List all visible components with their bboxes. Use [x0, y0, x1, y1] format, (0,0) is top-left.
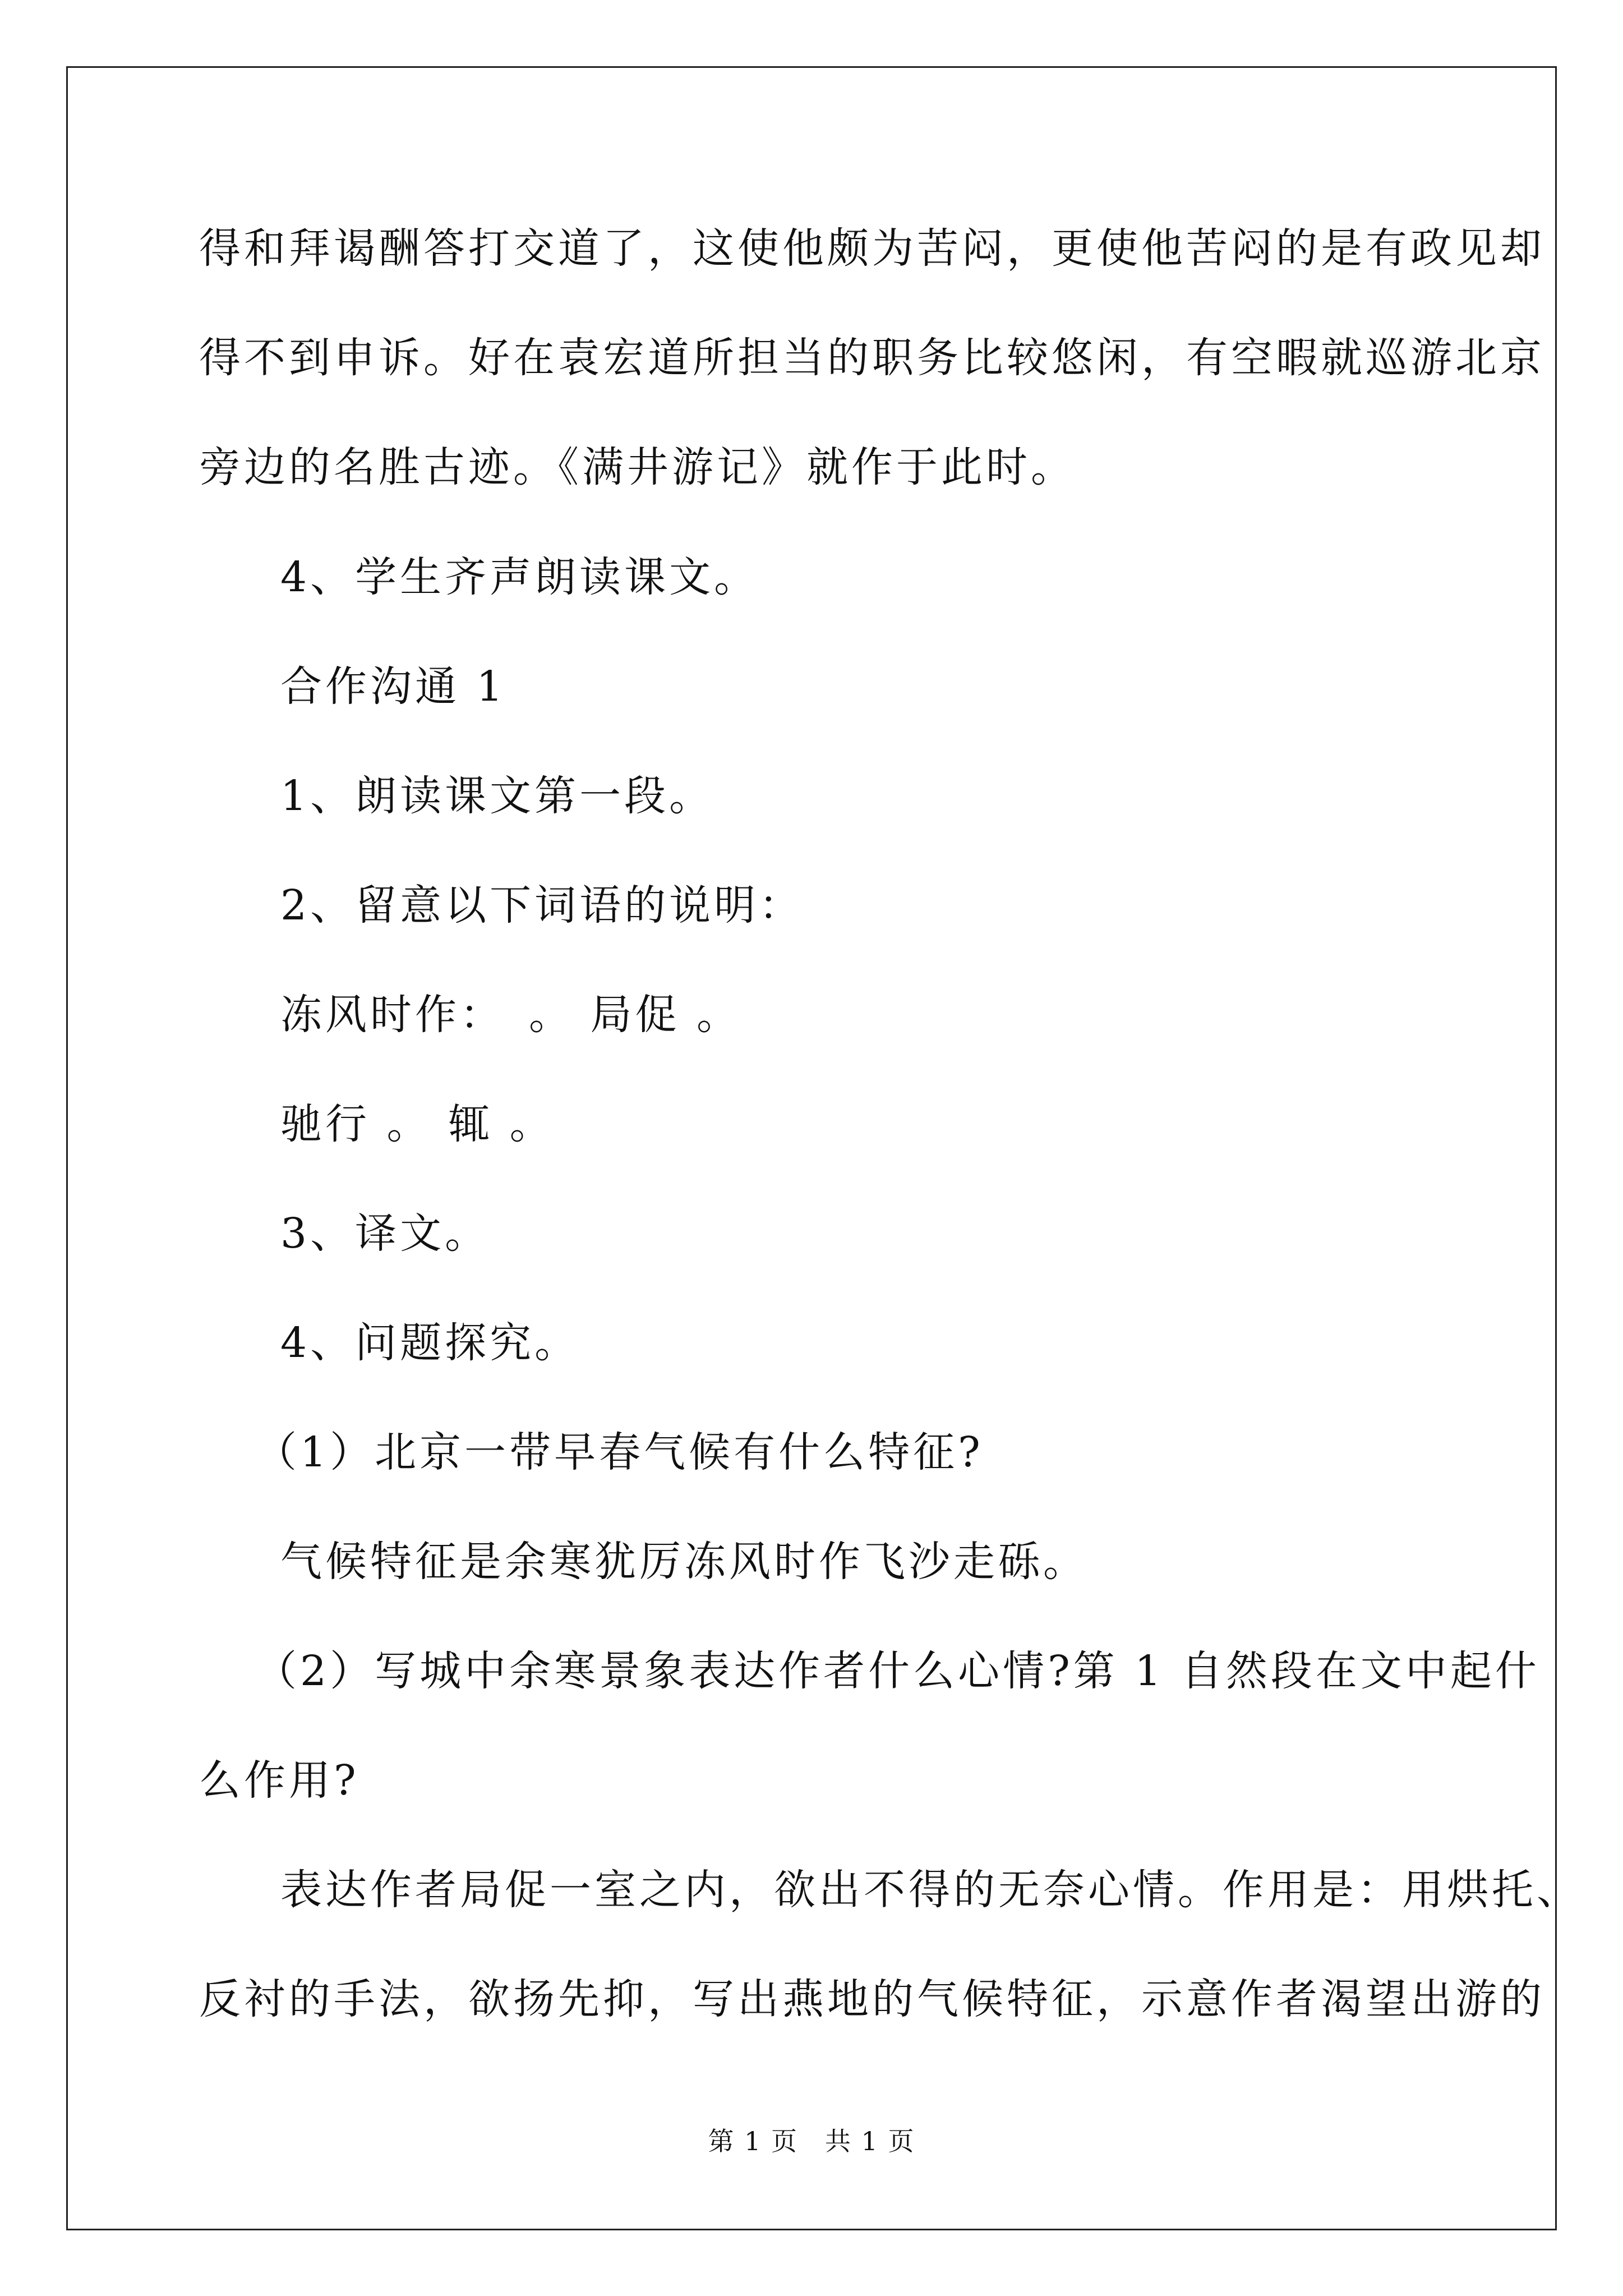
question-line: （2）写城中余寒景象表达作者什么心情?第 1 自然段在文中起什	[255, 1647, 1540, 1695]
text-line: 3、译文。	[280, 1209, 490, 1258]
text-line: 4、学生齐声朗读课文。	[280, 553, 759, 601]
answer-line: 表达作者局促一室之内，欲出不得的无奈心情。作用是：用烘托、	[280, 1866, 1581, 1914]
text-line: 1、朗读课文第一段。	[280, 772, 714, 820]
question-line: 么作用?	[199, 1756, 359, 1805]
page-footer: 第 1 页 共 1 页	[708, 2126, 915, 2156]
answer-line: 反衬的手法，欲扬先抑，写出燕地的气候特征，示意作者渴望出游的	[199, 1975, 1545, 2023]
answer-line: 气候特征是余寒犹厉冻风时作飞沙走砾。	[280, 1538, 1088, 1586]
text-line: 2、留意以下词语的说明：	[280, 881, 804, 930]
question-line: （1）北京一带早春气候有什么特征?	[255, 1428, 984, 1476]
text-line: 得不到申诉。好在袁宏道所担当的职务比较悠闲，有空暇就巡游北京	[199, 334, 1545, 382]
text-line: 冻风时作： 。 局促 。	[280, 991, 742, 1039]
text-line: 驰行 。 辄 。	[280, 1100, 555, 1148]
text-line: 得和拜谒酬答打交道了，这使他颇为苦闷，更使他苦闷的是有政见却	[199, 224, 1545, 273]
text-line: 4、问题探究。	[280, 1319, 580, 1367]
text-line: 旁边的名胜古迹。《满井游记》就作于此时。	[199, 443, 1076, 491]
section-heading: 合作沟通 1	[280, 662, 506, 711]
